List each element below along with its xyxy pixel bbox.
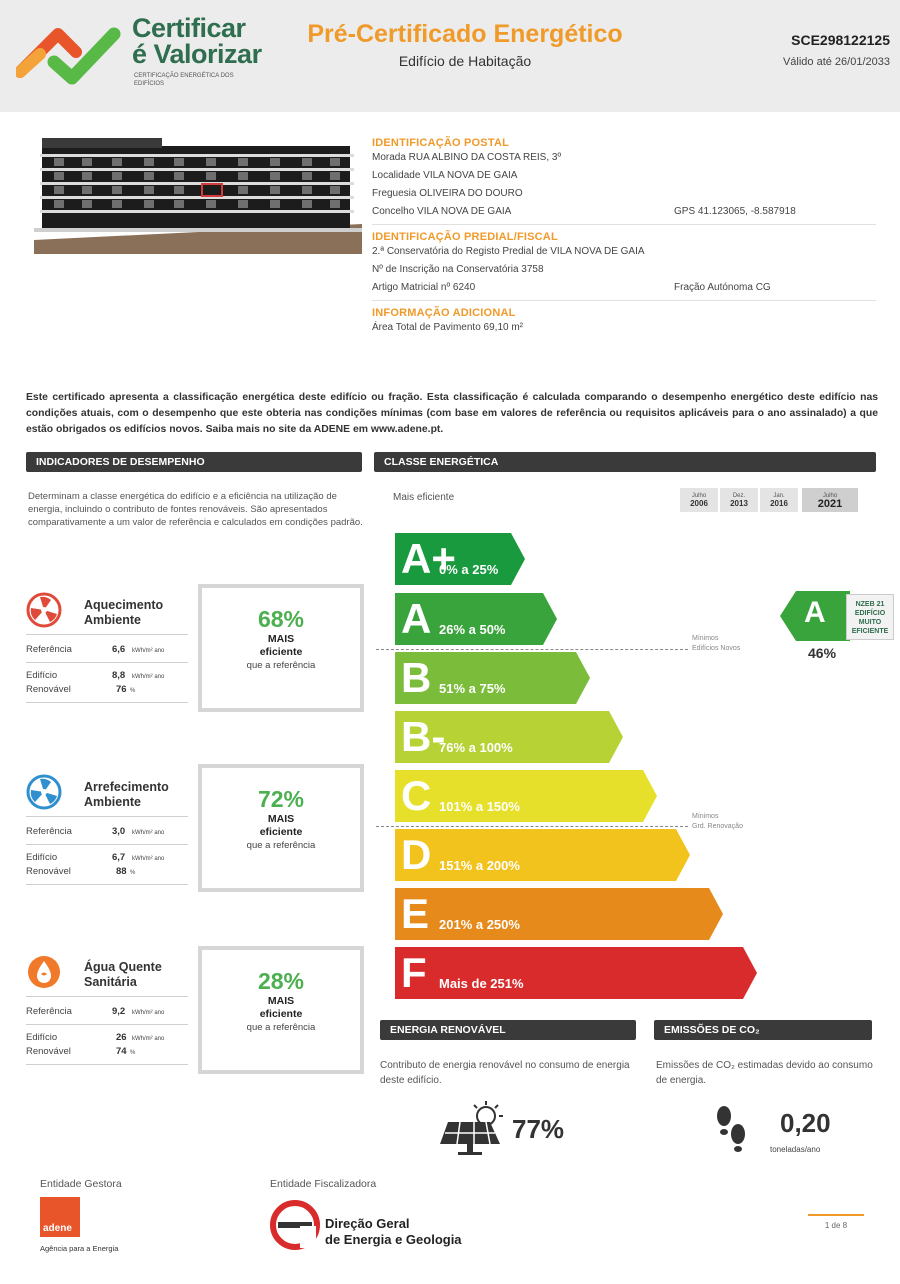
mais-label: MAIS [267,633,295,645]
pct-unit: % [130,688,136,694]
cooling-ref-value: 3,0 [112,826,126,837]
page-subtitle: Edifício de Habitação [398,53,532,69]
min-renovation-line [376,826,688,827]
renewable-description: Contributo de energia renovável no consumo de energia deste edifício. [380,1060,630,1086]
hot-water-edif-value: 26 [116,1032,127,1043]
adene-logo: adene [40,1197,80,1237]
edif-label: Edifício [26,852,58,863]
unit-label: kWh/m² ano [132,1036,165,1042]
unit-label: kWh/m² ano [132,830,165,836]
divider [26,996,188,997]
predial-id-heading: IDENTIFICAÇÃO PREDIAL/FISCAL [372,231,558,243]
heating-pct: 68% [257,606,305,632]
divider [26,662,188,663]
gps-text: GPS 41.123065, -8.587918 [674,206,796,217]
class-bar-a-plus [395,533,525,585]
cooling-edif-value: 6,7 [112,852,126,863]
eficiente-label: eficiente [259,646,303,658]
hot-water-icon [26,954,62,990]
edif-label: Edifício [26,670,58,681]
class-range: 101% a 150% [439,799,520,814]
inscricao-row: Nº de Inscrição na Conservatória 3758 [372,264,544,275]
current-rating-arrow [780,591,850,641]
que-ref-label: que a referência [246,840,316,851]
localidade-row: Localidade VILA NOVA DE GAIA [372,170,518,181]
class-bar-e [395,888,723,940]
cooling-efficiency-box [198,764,364,892]
class-range: 201% a 250% [439,917,520,932]
mais-label: MAIS [267,813,295,825]
house-check-icon [16,20,126,90]
more-efficient-label: Mais eficiente [393,492,455,503]
unit-label: kWh/m² ano [132,856,165,862]
concelho-text: Concelho VILA NOVA DE GAIA [372,206,512,217]
class-letter: D [401,831,432,878]
intro-paragraph: Este certificado apresenta a classificação energética deste edifício ou fração. Esta classificação é calculada comparando o desempenho energético deste edifício nas condições atuais, com o desempenho que este obteria nas condições mínimas (com base em valores de referência ou requisitos aplicáveis para o ano assinalado) a que estão obrigados os edifícios novos. Saiba mais no site da ADENE em www.adene.pt. [26,392,878,435]
min-new-buildings-label: Mínimos Edifícios Novos [692,635,741,652]
year-2006: Julho 2006 [680,488,718,512]
indicator-heating [26,592,188,708]
cooling-name: Arrefecimento Ambiente [84,780,169,809]
renov-label: Renovável [26,1046,71,1057]
indicators-description: Determinam a classe energética do edifício e a eficiência na utilização de energia, incluindo o contributo de fontes renováveis. São apresentados comparativamente a um valor de referência e calculados em condições padrão. [28,491,363,528]
class-bar-d [395,829,690,881]
artigo-text: Artigo Matricial nº 6240 [372,282,476,293]
emissions-unit: toneladas/ano [770,1145,821,1154]
hot-water-renov-value: 74 [116,1046,127,1057]
class-letter: B- [401,713,446,760]
additional-info-heading: INFORMAÇÃO ADICIONAL [372,307,516,319]
footprint-icon [714,1104,748,1152]
class-bar-b-minus [395,711,623,763]
page-title: Pré-Certificado Energético [307,20,623,48]
que-ref-label: que a referência [246,1022,316,1033]
class-range: Mais de 251% [439,976,524,991]
freguesia-row: Freguesia OLIVEIRA DO DOURO [372,188,523,199]
dgeg-name-line2: de Energia e Geologia [325,1232,462,1247]
renewable-heading: ENERGIA RENOVÁVEL [380,1020,636,1040]
min-renovation-label: Mínimos Grd. Renovação [692,813,743,830]
emissions-heading: EMISSÕES DE CO₂ [654,1020,872,1040]
class-letter: F [401,949,427,996]
area-row: Área Total de Pavimento 69,10 m² [372,322,524,333]
class-range: 151% a 200% [439,858,520,873]
eficiente-label: eficiente [259,826,303,838]
logo-line2: é Valorizar [132,39,262,69]
renewable-value: 77% [512,1114,565,1144]
page-header [0,0,900,112]
emissions-description: Emissões de CO₂ estimadas devido ao consumo de energia. [656,1060,873,1086]
ref-label: Referência [26,1006,72,1017]
indicator-hot-water [26,954,188,1070]
heating-edif-value: 8,8 [112,670,126,681]
class-range: 76% a 100% [439,740,513,755]
class-bar-b [395,652,590,704]
solar-panel-icon [440,1100,506,1156]
renov-label: Renovável [26,684,71,695]
morada-row: Morada RUA ALBINO DA COSTA REIS, 3º [372,152,562,163]
divider [26,634,188,635]
divider [372,224,876,225]
hot-water-name: Água Quente Sanitária [84,960,162,989]
cooling-renov-value: 88 [116,866,127,877]
identification-section [372,137,876,337]
cooling-pct: 72% [257,786,305,812]
class-bar-f [395,947,757,999]
year-2016: Jan. 2016 [760,488,798,512]
class-letter: A+ [401,535,456,582]
adene-subtitle: Agência para a Energia [40,1244,119,1253]
fracao-text: Fração Autónoma CG [674,282,771,293]
dgeg-logo-icon [270,1200,320,1250]
indicator-cooling [26,774,188,890]
divider [372,300,876,301]
ref-label: Referência [26,644,72,655]
hot-water-ref-value: 9,2 [112,1006,126,1017]
unit-label: kWh/m² ano [132,1010,165,1016]
managing-entity-label: Entidade Gestora [40,1178,122,1190]
rating-letter: A [804,596,826,629]
energy-class-heading: CLASSE ENERGÉTICA [374,452,876,472]
class-letter: A [401,595,432,642]
logo-subtitle: CERTIFICAÇÃO ENERGÉTICA DOS EDIFÍCIOS [134,73,234,87]
class-letter: E [401,890,430,937]
fan-heating-icon [26,592,62,628]
artigo-row [372,279,876,297]
hot-water-pct: 28% [257,968,305,994]
mais-label: MAIS [267,995,295,1007]
class-letter: C [401,772,432,819]
unit-label: kWh/m² ano [132,648,165,654]
emissions-value: 0,20 [780,1108,831,1138]
heating-name: Aquecimento Ambiente [84,598,164,627]
dgeg-name-line1: Direção Geral [325,1216,410,1231]
edif-label: Edifício [26,1032,58,1043]
concelho-row [372,203,876,221]
renov-label: Renovável [26,866,71,877]
heating-renov-value: 76 [116,684,127,695]
page-number: 1 de 8 [808,1214,864,1230]
que-ref-label: que a referência [246,660,316,671]
min-new-buildings-line [376,649,688,650]
divider [26,1064,188,1065]
class-bar-a [395,593,557,645]
nzeb-badge: NZEB 21 EDIFÍCIO MUITO EFICIENTE [846,594,894,640]
class-bar-c [395,770,657,822]
unit-label: kWh/m² ano [132,674,165,680]
class-range: 26% a 50% [439,622,506,637]
supervising-entity-label: Entidade Fiscalizadora [270,1178,377,1190]
rating-percentage: 46% [808,645,837,661]
divider [26,1024,188,1025]
heating-ref-value: 6,6 [112,644,126,655]
year-2021-selected: Julho 2021 [802,488,858,512]
conservatoria-row: 2.ª Conservatória do Registo Predial de VILA NOVA DE GAIA [372,246,645,257]
reference-years [680,488,866,514]
indicators-heading: INDICADORES DE DESEMPENHO [26,452,362,472]
year-2013: Dez. 2013 [720,488,758,512]
logo-line1: Certificar [132,13,246,43]
heating-efficiency-box [198,584,364,712]
class-range: 0% a 25% [439,562,499,577]
certificate-code: SCE298122125 [791,32,890,48]
class-letter: B [401,654,432,701]
certificar-logo [16,14,266,100]
hot-water-efficiency-box [198,946,364,1074]
ref-label: Referência [26,826,72,837]
fan-cooling-icon [26,774,62,810]
validity-date: Válido até 26/01/2033 [782,56,890,68]
pct-unit: % [130,1050,136,1056]
postal-id-heading: IDENTIFICAÇÃO POSTAL [372,137,510,149]
divider [26,884,188,885]
eficiente-label: eficiente [259,1008,303,1020]
class-range: 51% a 75% [439,681,506,696]
pct-unit: % [130,870,136,876]
divider [26,702,188,703]
building-render-image [34,132,362,254]
divider [26,816,188,817]
divider [26,844,188,845]
